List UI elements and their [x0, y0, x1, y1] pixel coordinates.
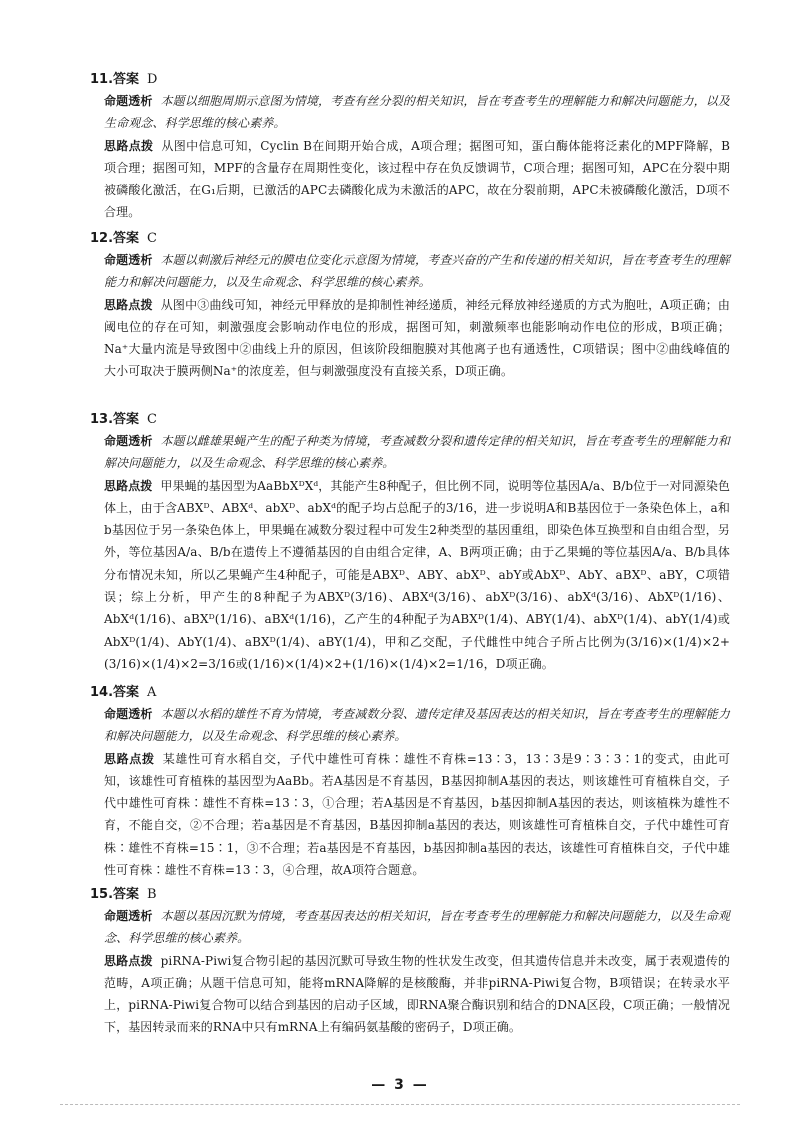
intent-text: 本题以刺激后神经元的膜电位变化示意图为情境，考查兴奋的产生和传递的相关知识，旨在考查考生的理解能力和解决问题能力，以及生命观念、科学思维的核心素养。 [104, 253, 730, 290]
hint-paragraph [104, 475, 730, 676]
intent-text: 本题以雌雄果蝇产生的配子种类为情境，考查减数分裂和遗传定律的相关知识，旨在考查考生的理解能力和解决问题能力，以及生命观念、科学思维的核心素养。 [104, 434, 730, 471]
answer-value: D [147, 72, 158, 87]
intent-paragraph [104, 905, 730, 950]
question-15 [90, 885, 730, 1039]
intent-label: 命题透析 [104, 707, 153, 721]
answer-label: 答案 [113, 412, 140, 427]
intent-label: 命题透析 [104, 253, 153, 267]
question-header [90, 885, 730, 905]
question-11 [90, 70, 730, 224]
intent-label: 命题透析 [104, 909, 153, 923]
question-number: 12. [90, 231, 114, 246]
answer-label: 答案 [113, 887, 140, 902]
hint-text: 某雄性可育水稻自交，子代中雄性可育株∶雄性不育株=13∶3，13∶3是9∶3∶3∶1的变式，由此可知，该雄性可育植株的基因型为AaBb。若A基因是不育基因，B基因抑制A基因的表达，则该雄性可育植株自交，子代中雄性可育株∶雄性不育株=13∶3，①合理；若A基因是不育基因，b基因抑制A基因的表达，则该植株为雄性不育，不能自交，②不合理；若a基因是不育基因，B基因抑制a基因的表达，则该雄性可育植株自交，子代中雄性可育株∶雄性不育株=15∶1，③不合理；若a基因是不育基因，b基因抑制a基因的表达，该雄性可育植株自交，子代中雄性可育株∶雄性不育株=13∶3，④合理，故A项符合题意。 [104, 751, 730, 878]
intent-paragraph [104, 249, 730, 294]
hint-paragraph [104, 950, 730, 1039]
answer-value: C [147, 412, 157, 427]
footer-divider [60, 1104, 740, 1105]
hint-label: 思路点拨 [104, 297, 153, 312]
intent-paragraph [104, 703, 730, 748]
hint-paragraph [104, 294, 730, 383]
answer-label: 答案 [113, 685, 140, 700]
intent-label: 命题透析 [104, 434, 153, 448]
hint-text: 甲果蝇的基因型为AaBbXᴰXᵈ，其能产生8种配子，但比例不同，说明等位基因A/a、B/b位于一对同源染色体上，由于含ABXᴰ、ABXᵈ、abXᴰ、abXᵈ的配子均占总配子的3/16，进一步说明A和B基因位于一条染色体上，a和b基因位于另一条染色体上，甲果蝇在减数分裂过程中可发生2种类型的基因重组，即染色体互换型和自由组合型，另外，等位基因A/a、B/b在遗传上不遵循基因的自由组合定律，A、B两项正确；由于乙果蝇的等位基因A/a、B/b具体分布情况未知，所以乙果蝇产生4种配子，可能是ABXᴰ、ABY、abXᴰ、abY或AbXᴰ、AbY、aBXᴰ、aBY，C项错误；综上分析，甲产生的8种配子为ABXᴰ(3/16)、ABXᵈ(3/16)、abXᴰ(3/16)、abXᵈ(3/16)、AbXᴰ(1/16)、AbXᵈ(1/16)、aBXᴰ(1/16)、aBXᵈ(1/16)，乙产生的4种配子为ABXᴰ(1/4)、ABY(1/4)、abXᴰ(1/4)、abY(1/4)或AbXᴰ(1/4)、AbY(1/4)、aBXᴰ(1/4)、aBY(1/4)，甲和乙交配，子代雌性中纯合子所占比例为(3/16)×(1/4)×2+(3/16)×(1/4)×2=3/16或(1/16)×(1/4)×2+(1/16)×(1/4)×2=1/16，D项正确。 [104, 478, 731, 671]
answer-value: C [147, 231, 157, 246]
question-number: 14. [90, 685, 114, 700]
hint-label: 思路点拨 [104, 751, 155, 766]
question-14 [90, 683, 730, 881]
question-header [90, 683, 730, 703]
hint-label: 思路点拨 [104, 478, 153, 493]
hint-text: piRNA-Piwi复合物引起的基因沉默可导致生物的性状发生改变，但其遗传信息并未改变，属于表观遗传的范畴，A项正确；从题干信息可知，能将mRNA降解的是核酸酶，并非piRNA-Piwi复合物，B项错误；在转录水平上，piRNA-Piwi复合物可以结合到基因的启动子区域，即RNA聚合酶识别和结合的DNA区段，C项正确；一般情况下，基因转录而来的RNA中只有mRNA上有编码氨基酸的密码子，D项正确。 [104, 953, 730, 1035]
question-13 [90, 410, 730, 675]
hint-paragraph [104, 135, 730, 224]
page-number: — 3 — [371, 1077, 429, 1093]
hint-text: 从图中信息可知，Cyclin B在间期开始合成，A项合理；据图可知，蛋白酶体能将泛素化的MPF降解，B项合理；据图可知，MPF的含量存在周期性变化，该过程中存在负反馈调节，C项合理；据图可知，APC在分裂中期被磷酸化激活，在G₁后期，已激活的APC去磷酸化成为未激活的APC，故在分裂前期，APC未被磷酸化激活，D项不合理。 [104, 138, 731, 220]
intent-paragraph [104, 430, 730, 475]
question-header [90, 229, 730, 249]
question-number: 15. [90, 887, 114, 902]
hint-label: 思路点拨 [104, 953, 153, 968]
question-header [90, 70, 730, 90]
intent-label: 命题透析 [104, 94, 153, 108]
answer-label: 答案 [113, 72, 140, 87]
intent-paragraph [104, 90, 730, 135]
intent-text: 本题以细胞周期示意图为情境，考查有丝分裂的相关知识，旨在考查考生的理解能力和解决问题能力，以及生命观念、科学思维的核心素养。 [104, 94, 730, 131]
question-number: 13. [90, 412, 114, 427]
answer-value: B [147, 887, 157, 902]
hint-text: 从图中③曲线可知，神经元甲释放的是抑制性神经递质，神经元释放神经递质的方式为胞吐，A项正确；由阈电位的存在可知，刺激强度会影响动作电位的形成，据图可知，刺激频率也能影响动作电位的形成，B项正确；Na⁺大量内流是导致图中②曲线上升的原因，但该阶段细胞膜对其他离子也有通透性，C项错误；图中②曲线峰值的大小可取决于膜两侧Na⁺的浓度差，但与刺激强度没有直接关系，D项正确。 [104, 297, 731, 379]
intent-text: 本题以基因沉默为情境，考查基因表达的相关知识，旨在考查考生的理解能力和解决问题能力，以及生命观念、科学思维的核心素养。 [104, 909, 730, 946]
intent-text: 本题以水稻的雄性不育为情境，考查减数分裂、遗传定律及基因表达的相关知识，旨在考查考生的理解能力和解决问题能力，以及生命观念、科学思维的核心素养。 [104, 707, 730, 744]
answer-label: 答案 [113, 231, 140, 246]
hint-label: 思路点拨 [104, 138, 154, 153]
answer-value: A [147, 685, 157, 700]
question-header [90, 410, 730, 430]
question-12 [90, 229, 730, 383]
hint-paragraph [104, 748, 730, 882]
question-number: 11. [90, 72, 114, 87]
